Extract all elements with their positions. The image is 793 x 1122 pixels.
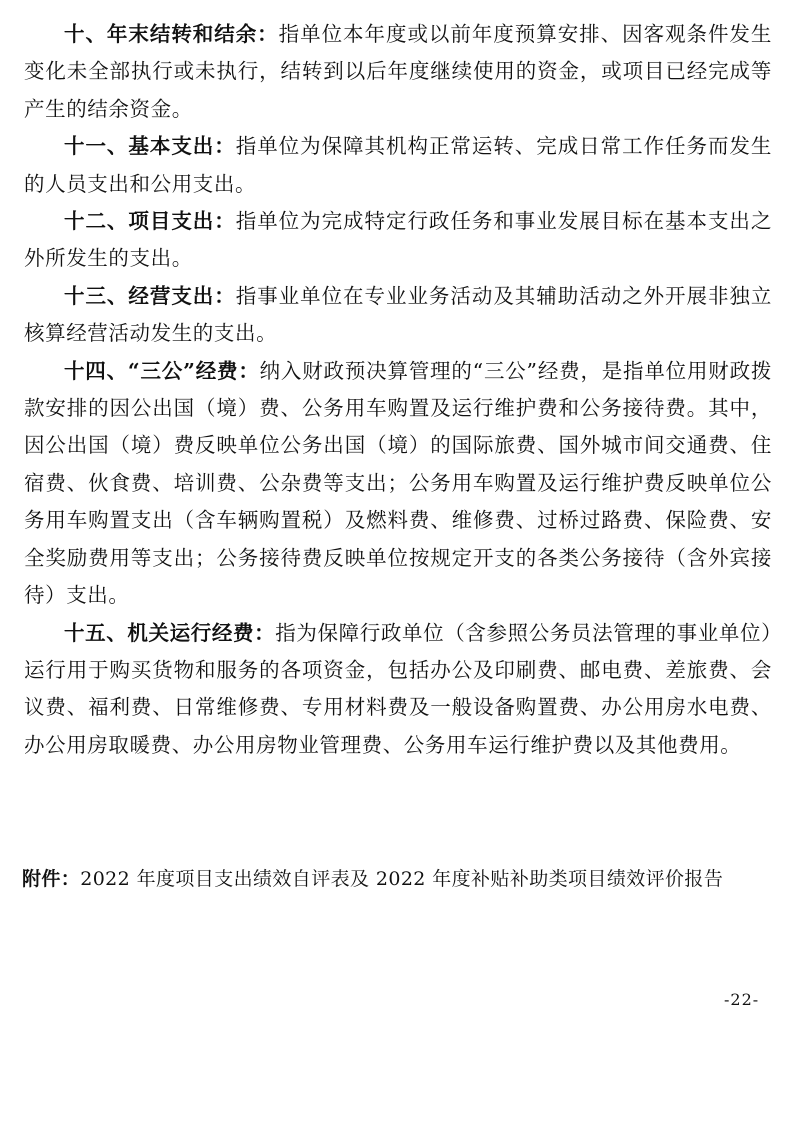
term-label: 十、年末结转和结余：	[64, 22, 279, 46]
term-label: 十四、“三公”经费：	[64, 358, 260, 383]
term-label: 十三、经营支出：	[64, 283, 236, 308]
term-definition: 指单位为保障其机构正常运转、完成日常工作任务而发生的人员支出和公用支出。	[24, 134, 772, 196]
definition-basic-expenditure	[24, 128, 772, 203]
attachment-label: 附件：	[22, 868, 81, 890]
term-label: 十一、基本支出：	[64, 134, 236, 159]
term-label: 十二、项目支出：	[64, 209, 236, 234]
page-number: -22-	[724, 990, 760, 1009]
attachment-text: 2022 年度项目支出绩效自评表及 2022 年度补贴补助类项目绩效评价报告	[80, 868, 724, 890]
term-label: 十五、机关运行经费：	[64, 620, 276, 645]
definition-operating-expenditure	[24, 278, 772, 353]
term-definition: 纳入财政预决算管理的“三公”经费，是指单位用财政拨款安排的因公出国（境）费、公务用车购置及运行维护费和公务接待费。其中，因公出国（境）费反映单位公务出国（境）的国际旅费、国外城市间交通费、住宿费、伙食费、培训费、公杂费等支出；公务用车购置及运行维护费反映单位公务用车购置支出（含车辆购置税）及燃料费、维修费、过桥过路费、保险费、安全奖励费用等支出；公务接待费反映单位按规定开支的各类公务接待（含外宾接待）支出。	[24, 358, 772, 608]
attachment-line	[22, 864, 770, 894]
definition-year-end-carryover	[24, 16, 772, 128]
definition-three-public-expenses	[24, 353, 772, 615]
term-definition: 指单位为完成特定行政任务和事业发展目标在基本支出之外所发生的支出。	[24, 209, 772, 271]
term-definition: 指单位本年度或以前年度预算安排、因客观条件发生变化未全部执行或未执行，结转到以后年度继续使用的资金，或项目已经完成等产生的结余资金。	[24, 22, 772, 121]
definition-project-expenditure	[24, 203, 772, 278]
term-definition: 指事业单位在专业业务活动及其辅助活动之外开展非独立核算经营活动发生的支出。	[24, 283, 772, 346]
term-definition: 指为保障行政单位（含参照公务员法管理的事业单位）运行用于购买货物和服务的各项资金，包括办公及印刷费、邮电费、差旅费、会议费、福利费、日常维修费、专用材料费及一般设备购置费、办公用房水电费、办公用房取暖费、办公用房物业管理费、公务用车运行维护费以及其他费用。	[24, 620, 773, 757]
document-body	[24, 16, 772, 764]
definition-agency-operating-funds	[24, 615, 772, 765]
